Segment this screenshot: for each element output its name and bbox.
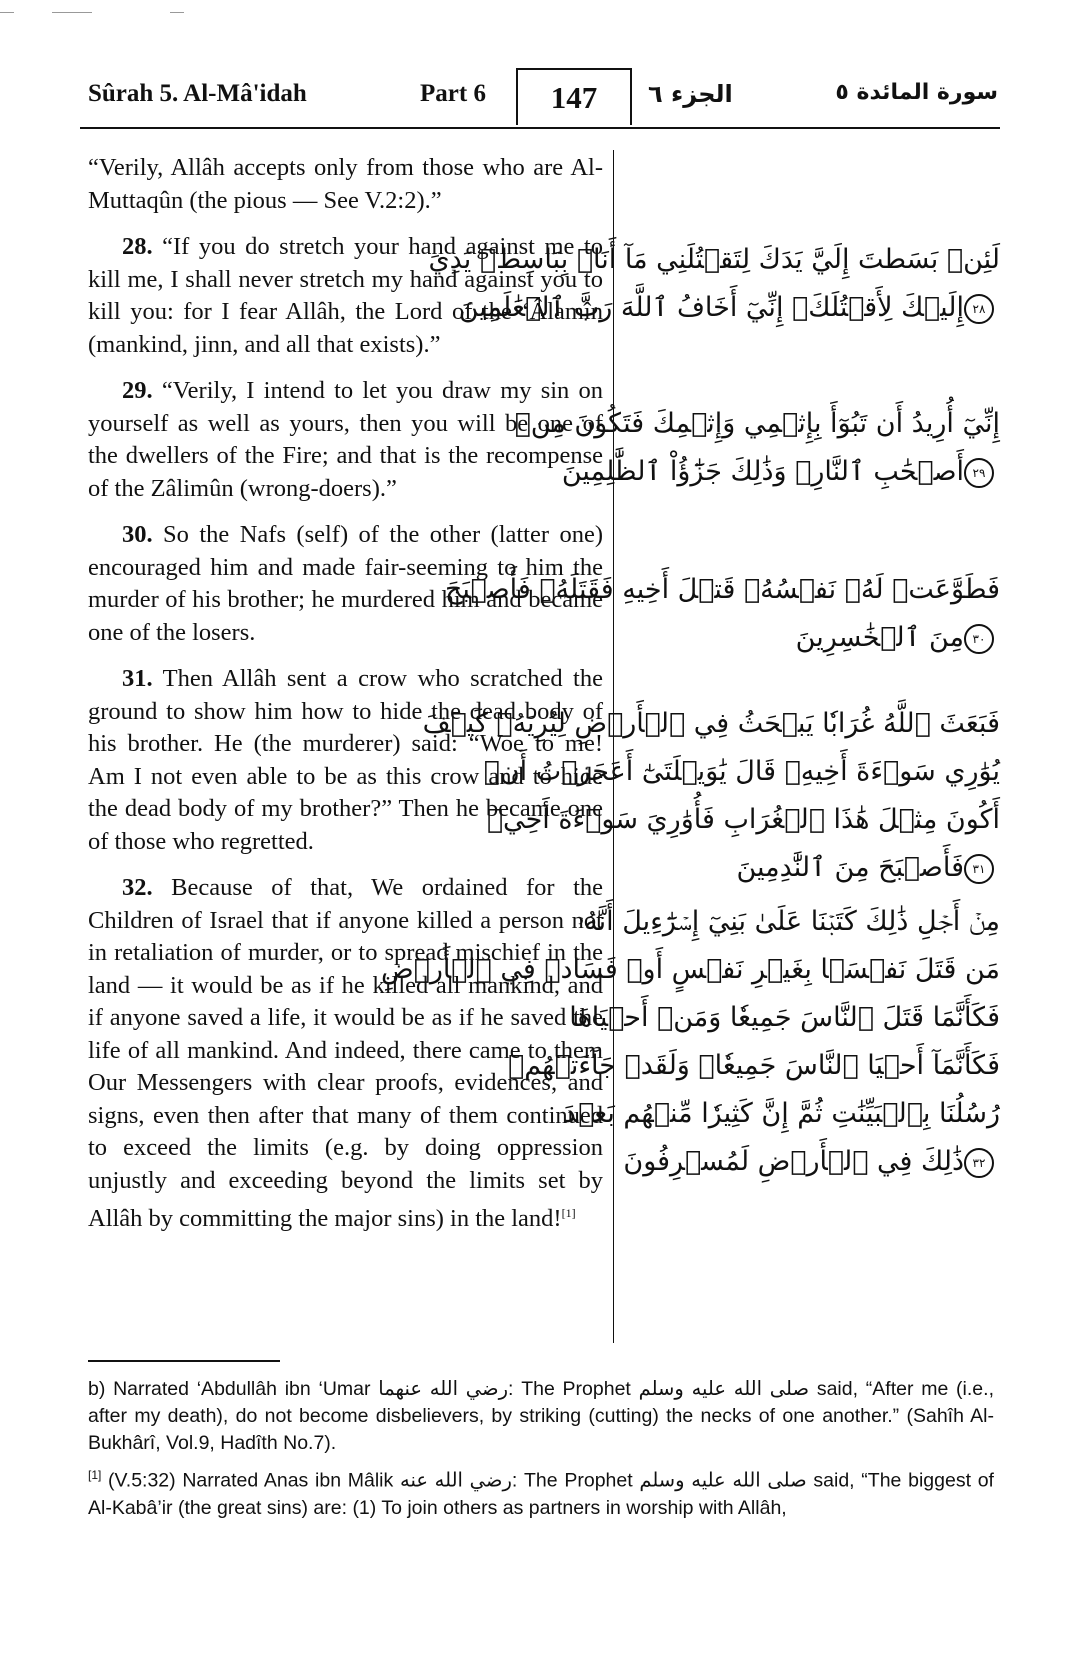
arabic-line: رُسُلُنَا بِٱلۡبَيِّنَٰتِ ثُمَّ إِنَّ كَثِيرٗا مِّنۡهُم بَعۡدَ bbox=[563, 1098, 1000, 1129]
arabic-line-text: مِنَ ٱلۡخَٰسِرِينَ bbox=[795, 622, 964, 653]
arabic-verse-32 bbox=[381, 898, 1000, 1186]
verse-text: “If you do stretch your hand against me to kill me, I shall never stretch my hand against you to kill you: for I fear Allâh, the Lord of the ‘Âlamîn (mankind, jinn, and all that exists).” bbox=[88, 233, 603, 358]
arabic-line: فَكَأَنَّمَآ أَحۡيَا ٱلنَّاسَ جَمِيعٗاۚ وَلَقَدۡ جَآءَتۡهُمۡ bbox=[508, 1050, 1000, 1081]
ayah-marker: ٢٩ bbox=[964, 458, 994, 488]
footnote-rule bbox=[88, 1360, 280, 1362]
arabic-line: إِنِّيٓ أُرِيدُ أَن تَبُوٓأَ بِإِثۡمِي وَإِثۡمِكَ فَتَكُونَ مِنۡ bbox=[514, 408, 1000, 439]
arabic-line bbox=[630, 614, 1000, 662]
arabic-line-text: ذَٰلِكَ فِي ٱلۡأَرۡضِ لَمُسۡرِفُونَ bbox=[623, 1146, 964, 1177]
arabic-line: مَن قَتَلَ نَفۡسَۢا بِغَيۡرِ نَفۡسٍ أَوۡ فَسَادٖ فِي ٱلۡأَرۡضِ bbox=[381, 954, 1000, 985]
arabic-verse-28 bbox=[428, 236, 1000, 332]
page-number: 147 bbox=[516, 68, 632, 125]
scan-mark bbox=[0, 12, 14, 13]
ayah-marker: ٣٠ bbox=[964, 624, 994, 654]
surah-title: Sûrah 5. Al-Mâ'idah bbox=[88, 80, 307, 107]
arabic-line: أَكُونَ مِثۡلَ هَٰذَا ٱلۡغُرَابِ فَأُوَٰرِيَ سَوۡءَةَ أَخِيۖ bbox=[486, 804, 1000, 835]
arabic-line bbox=[623, 1138, 1000, 1186]
header-rule bbox=[80, 127, 1000, 129]
arabic-line-text: أَصۡحَٰبِ ٱلنَّارِۚ وَذَٰلِكَ جَزَٰٓؤُاْ ٱلظَّٰلِمِينَ bbox=[561, 456, 964, 487]
arabic-line: لَئِنۢ بَسَطتَ إِلَيَّ يَدَكَ لِتَقۡتُلَنِي مَآ أَنَا۠ بِبَاسِطٖ يَدِيَ bbox=[428, 244, 1000, 275]
arabic-verse-29 bbox=[514, 400, 1000, 496]
footnote-1 bbox=[88, 1462, 994, 1522]
ayah-marker: ٣٢ bbox=[964, 1148, 994, 1178]
arabic-verse-30 bbox=[444, 566, 1000, 662]
arabic-line: فَطَوَّعَتۡ لَهُۥ نَفۡسُهُۥ قَتۡلَ أَخِيهِ فَقَتَلَهُۥ فَأَصۡبَحَ bbox=[444, 574, 1000, 605]
page-header bbox=[88, 70, 998, 132]
arabic-line bbox=[458, 284, 1000, 332]
ayah-marker: ٢٨ bbox=[964, 294, 994, 324]
ayah-marker: ٣١ bbox=[964, 854, 994, 884]
footnote-b: b) Narrated ‘Abdullâh ibn ‘Umar رضي الله عنهما: The Prophet صلى الله عليه وسلم said, “After me (i.e., after my death), do not become disbelievers, by striking (cutting) the necks of one another.” (Sahîh Al-Bukhârî, Vol.9, Hadîth No.7). bbox=[88, 1378, 994, 1454]
verse-text: So the Nafs (self) of the other (latter one) encouraged him and made fair-seeming to him the murder of his brother; he murdered him and became one of the losers. bbox=[88, 521, 603, 646]
verse-number: 30. bbox=[122, 521, 153, 548]
verse-text: Because of that, We ordained for the Children of Israel that if anyone killed a person not in retaliation of murder, or to spread mischief in the land — it would be as if he killed all mankind, and if anyone saved a life, it would be as if he saved the life of all mankind. And indeed, there came to them Our Messengers with clear proofs, evidences, and signs, even then after that many of them continued to exceed the limits (e.g. by doing oppression unjustly and exceeding beyond the limits set by Allâh by committing the major sins) in the land! bbox=[88, 874, 603, 1233]
part-label: Part 6 bbox=[420, 80, 486, 107]
footnote-text: (V.5:32) Narrated Anas ibn Mâlik رضي الله عنه: The Prophet صلى الله عليه وسلم said, “The biggest of Al-Kabâ’ir (the great sins) are: (1) To join others as partners in worship with Allâh, bbox=[88, 1469, 994, 1519]
footnote-marker: [1] bbox=[88, 1468, 102, 1482]
footnote-ref: [1] bbox=[561, 1206, 576, 1220]
arabic-line bbox=[561, 448, 1000, 496]
verse-number: 29. bbox=[122, 377, 153, 404]
verse-number: 31. bbox=[122, 665, 153, 692]
juz-label-arabic: الجزء ٦ bbox=[648, 80, 733, 108]
scan-mark bbox=[170, 12, 184, 13]
arabic-verse-31 bbox=[422, 700, 1000, 892]
arabic-line-text: فَأَصۡبَحَ مِنَ ٱلنَّٰدِمِينَ bbox=[736, 852, 964, 883]
arabic-line-text: إِلَيۡكَ لِأَقۡتُلَكَۖ إِنِّيٓ أَخَافُ ٱللَّهَ رَبَّ ٱلۡعَٰلَمِينَ bbox=[458, 292, 964, 323]
scan-mark bbox=[52, 12, 92, 13]
footnotes bbox=[88, 1376, 994, 1527]
arabic-line: مِنۡ أَجۡلِ ذَٰلِكَ كَتَبۡنَا عَلَىٰ بَنِيٓ إِسۡرَٰٓءِيلَ أَنَّهُۥ bbox=[577, 906, 1000, 937]
arabic-line: فَكَأَنَّمَا قَتَلَ ٱلنَّاسَ جَمِيعٗا وَمَنۡ أَحۡيَاهَا bbox=[569, 1002, 1000, 1033]
arabic-line: يُوَٰرِي سَوۡءَةَ أَخِيهِۚ قَالَ يَٰوَيۡلَتَىٰٓ أَعَجَزۡتُ أَنۡ bbox=[483, 756, 1000, 787]
verse-27-end: “Verily, Allâh accepts only from those who are Al-Muttaqûn (the pious — See V.2:2).” bbox=[88, 154, 603, 214]
arabic-line: فَبَعَثَ ٱللَّهُ غُرَابٗا يَبۡحَثُ فِي ٱلۡأَرۡضِ لِيُرِيَهُۥ كَيۡفَ bbox=[422, 708, 1000, 739]
surah-title-arabic: سورة المائدة ٥ bbox=[835, 80, 998, 105]
verse-number: 28. bbox=[122, 233, 153, 260]
verse-number: 32. bbox=[122, 874, 153, 901]
verse-text: Then Allâh sent a crow who scratched the ground to show him how to hide the dead body of his brother. He (the murderer) said: “Woe to me! Am I not even able to be as this crow and to hide the dead body of my brother?” Then he became one of those who regretted. bbox=[88, 665, 603, 855]
arabic-line bbox=[630, 844, 1000, 892]
verse-text: “Verily, I intend to let you draw my sin on yourself as well as yours, then you will be one of the dwellers of the Fire; and that is the recompense of the Zâlimûn (wrong-doers).” bbox=[88, 377, 603, 502]
